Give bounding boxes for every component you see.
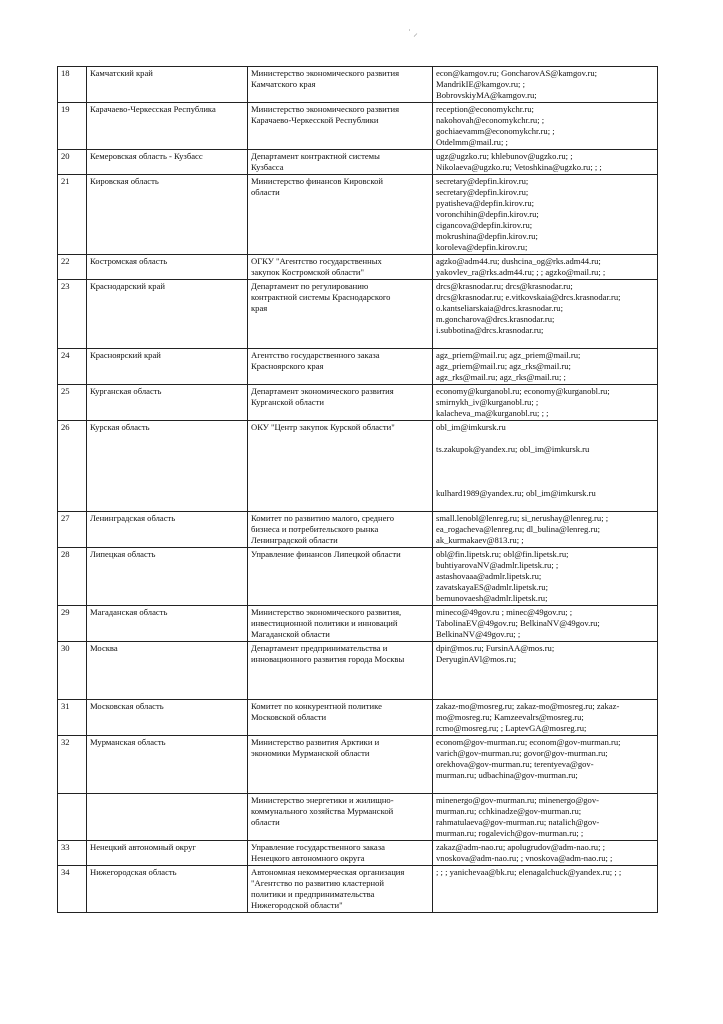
region-name: Кировская область [87,175,248,255]
organization-name [248,67,433,103]
email-list-line: nakohovah@economykchr.ru; ; [436,115,545,125]
table-row [58,512,658,548]
email-list-line: murman.ru; udbachina@gov-murman.ru; [436,770,578,780]
email-list [433,736,658,794]
table-row [58,700,658,736]
email-list-line: agzko@adm44.ru; dushcina_og@rks.adm44.ru; [436,256,601,266]
organization-name-line: Ненецкого автономного округа [251,853,365,863]
email-list-line: ; ; ; yanichevaa@bk.ru; elenagalchuck@yandex.ru; ; ; [436,867,622,877]
organization-name-line: Министерство финансов Кировской [251,176,384,186]
email-list-line: pyatisheva@depfin.kirov.ru; [436,198,535,208]
email-list-line: BobrovskiyMA@kamgov.ru; [436,90,537,100]
table-row [58,841,658,866]
organization-name-line: Управление финансов Липецкой области [251,549,401,559]
organization-name [248,548,433,606]
row-number: 27 [58,512,87,548]
email-list-line [436,477,654,488]
organization-name-line: экономики Мурманской области [251,748,370,758]
email-list-line: drcs@krasnodar.ru; drcs@krasnodar.ru; [436,281,573,291]
organization-name-line: области [251,817,280,827]
email-list-line: buhtiyarovaNV@admlr.lipetsk.ru; ; [436,560,559,570]
email-list-line: small.lenobl@lenreg.ru; si_nerushay@lenreg.ru; ; [436,513,609,523]
email-list-line: Otdelmm@mail.ru; ; [436,137,508,147]
region-name: Курская область [87,421,248,512]
table-body [58,67,658,913]
email-list-line: rahmatulaeva@gov-murman.ru; natalich@gov- [436,817,600,827]
region-name: Кемеровская область - Кузбасс [87,150,248,175]
organization-name-line: Камчатского края [251,79,316,89]
table-row [58,421,658,512]
row-number: 25 [58,385,87,421]
email-list-line: TabolinaEV@49gov.ru; BelkinaNV@49gov.ru; [436,618,600,628]
region-name: Москва [87,642,248,700]
email-list-line: cigancova@depfin.kirov.ru; [436,220,533,230]
organization-name-line: Автономная некоммерческая организация [251,867,405,877]
organization-name-line: "Агентство по развитию кластерной [251,878,384,888]
organization-name-line: ОКУ "Центр закупок Курской области" [251,422,395,432]
email-list [433,349,658,385]
email-list-line: zavatskayaES@admlr.lipetsk.ru; [436,582,548,592]
organization-name-line: Курганской области [251,397,324,407]
row-number: 28 [58,548,87,606]
procurement-contacts-table [57,66,658,913]
organization-name-line: Московской области [251,712,327,722]
table-row [58,548,658,606]
email-list-line: gochiaevamm@economykchr.ru; ; [436,126,555,136]
organization-name-line: бизнеса и потребительского рынка [251,524,379,534]
region-name: Курганская область [87,385,248,421]
organization-name [248,175,433,255]
row-number: 18 [58,67,87,103]
organization-name-line: Магаданской области [251,629,330,639]
email-list-line: obl_im@imkursk.ru [436,422,506,432]
email-list-line: agz_priem@mail.ru; agz_rks@mail.ru; [436,361,571,371]
table-row [58,349,658,385]
email-list-line: econ@kamgov.ru; GoncharovAS@kamgov.ru; [436,68,598,78]
email-list-line: bemunovaesh@admlr.lipetsk.ru; [436,593,548,603]
organization-name [248,606,433,642]
region-name: Мурманская область [87,736,248,794]
email-list [433,606,658,642]
organization-name-line: контрактной системы Краснодарского [251,292,391,302]
email-list-line: obl@fin.lipetsk.ru; obl@fin.lipetsk.ru; [436,549,569,559]
email-list-line: murman.ru; cchkinadze@gov-murman.ru; [436,806,582,816]
email-list-line: Nikolaeva@ugzko.ru; Vetoshkina@ugzko.ru; ; ; [436,162,602,172]
organization-name-line: Комитет по развитию малого, среднего [251,513,395,523]
email-list-line [436,455,654,466]
region-name: Ленинградская область [87,512,248,548]
organization-name [248,736,433,794]
organization-name [248,255,433,280]
row-number: 19 [58,103,87,150]
table-row [58,255,658,280]
email-list [433,512,658,548]
table-row [58,606,658,642]
email-list-line: kulhard1989@yandex.ru; obl_im@imkursk.ru [436,488,596,498]
table-row [58,385,658,421]
table-row [58,794,658,841]
organization-name-line: Министерство экономического развития [251,68,400,78]
organization-name [248,103,433,150]
table-row [58,103,658,150]
email-list-line: DeryuginAVl@mos.ru; [436,654,517,664]
email-list-line: orekhova@gov-murman.ru; terentyeva@gov- [436,759,594,769]
region-name: Ненецкий автономный округ [87,841,248,866]
row-number: 32 [58,736,87,794]
organization-name-line: Департамент предпринимательства и [251,643,388,653]
email-list-line: economy@kurganobl.ru; economy@kurganobl.ru; [436,386,610,396]
organization-name-line: Кузбасса [251,162,284,172]
email-list-line: secretary@depfin.kirov.ru; [436,176,529,186]
email-list-line: zakaz-mo@mosreg.ru; zakaz-mo@mosreg.ru; zakaz- [436,701,620,711]
organization-name [248,794,433,841]
row-number: 22 [58,255,87,280]
organization-name-line: области [251,187,280,197]
email-list-line: mo@mosreg.ru; Kamzeevalrs@mosreg.ru; [436,712,584,722]
table-row [58,280,658,349]
email-list [433,280,658,349]
region-name: Костромская область [87,255,248,280]
row-number [58,794,87,841]
email-list [433,548,658,606]
email-list [433,700,658,736]
region-name: Краснодарский край [87,280,248,349]
email-list-line: secretary@depfin.kirov.ru; [436,187,529,197]
email-list-line: agz_rks@mail.ru; agz_rks@mail.ru; ; [436,372,566,382]
organization-name [248,280,433,349]
organization-name [248,700,433,736]
email-list [433,841,658,866]
email-list-line: ts.zakupok@yandex.ru; obl_im@imkursk.ru [436,444,590,454]
organization-name [248,642,433,700]
email-list-line: kalacheva_ma@kurganobl.ru; ; ; [436,408,549,418]
row-number: 31 [58,700,87,736]
organization-name [248,841,433,866]
email-list [433,385,658,421]
organization-name [248,150,433,175]
email-list-line: ea_rogacheva@lenreg.ru; dl_bulina@lenreg.ru; [436,524,601,534]
email-list-line: mokrushina@depfin.kirov.ru; [436,231,538,241]
row-number: 24 [58,349,87,385]
email-list-line: MandrikIE@kamgov.ru; ; [436,79,525,89]
email-list-line: drcs@krasnodar.ru; e.vitkovskaia@drcs.krasnodar.ru; [436,292,621,302]
email-list-line: m.goncharova@drcs.krasnodar.ru; [436,314,555,324]
email-list-line: econom@gov-murman.ru; econom@gov-murman.ru; [436,737,621,747]
email-list [433,866,658,913]
email-list [433,175,658,255]
row-number: 30 [58,642,87,700]
email-list-line [436,433,654,444]
row-number: 21 [58,175,87,255]
email-list-line: yakovlev_ra@rks.adm44.ru; ; ; agzko@mail.ru; ; [436,267,606,277]
row-number: 26 [58,421,87,512]
organization-name-line: Министерство экономического развития, [251,607,402,617]
organization-name-line: Министерство экономического развития [251,104,400,114]
email-list [433,103,658,150]
organization-name-line: закупок Костромской области" [251,267,364,277]
region-name: Красноярский край [87,349,248,385]
email-list-line: murman.ru; rogalevich@gov-murman.ru; ; [436,828,584,838]
blank-line [436,499,654,510]
organization-name [248,421,433,512]
organization-name-line: ОГКУ "Агентство государственных [251,256,382,266]
region-name: Нижегородская область [87,866,248,913]
email-list-line: dpir@mos.ru; FursinAA@mos.ru; [436,643,555,653]
email-list-line: rcmo@mosreg.ru; ; LaptevGA@mosreg.ru; [436,723,587,733]
region-name: Магаданская область [87,606,248,642]
email-list [433,150,658,175]
blank-line [436,676,654,687]
region-name: Карачаево-Черкесская Республика [87,103,248,150]
table-row [58,175,658,255]
organization-name [248,349,433,385]
row-number: 20 [58,150,87,175]
organization-name-line: политики и предпринимательства [251,889,375,899]
row-number: 23 [58,280,87,349]
organization-name [248,512,433,548]
organization-name-line: Комитет по конкурентной политике [251,701,382,711]
blank-line [436,665,654,676]
email-list [433,421,658,512]
email-list [433,642,658,700]
email-list-line: reception@economykchr.ru; [436,104,534,114]
table-row [58,736,658,794]
organization-name-line: Агентство государственного заказа [251,350,380,360]
row-number: 33 [58,841,87,866]
scan-speck: ˙ ⸝ [408,28,418,38]
email-list-line [436,466,654,477]
region-name: Московская область [87,700,248,736]
table-row [58,866,658,913]
email-list-line: o.kantseliarskaia@drcs.krasnodar.ru; [436,303,563,313]
blank-line [436,687,654,698]
email-list [433,794,658,841]
organization-name-line: Управление государственного заказа [251,842,385,852]
blank-line [436,878,654,889]
email-list-line: ak_kurmakaev@813.ru; ; [436,535,524,545]
organization-name-line: Департамент контрактной системы [251,151,380,161]
email-list-line: zakaz@adm-nao.ru; apolugrudov@adm-nao.ru; ; [436,842,606,852]
blank-line [436,781,654,792]
region-name [87,794,248,841]
row-number: 34 [58,866,87,913]
organization-name-line: края [251,303,268,313]
organization-name [248,385,433,421]
email-list-line: varich@gov-murman.ru; govor@gov-murman.ru; [436,748,608,758]
email-list-line: smirnykh_iv@kurganobl.ru; ; [436,397,539,407]
organization-name-line: Министерство развития Арктики и [251,737,380,747]
organization-name-line: коммунального хозяйства Мурманской [251,806,394,816]
email-list-line: i.subbotina@drcs.krasnodar.ru; [436,325,544,335]
region-name: Липецкая область [87,548,248,606]
blank-line [436,336,654,347]
row-number: 29 [58,606,87,642]
email-list [433,255,658,280]
email-list-line: voronchihin@depfin.kirov.ru; [436,209,539,219]
email-list-line: agz_priem@mail.ru; agz_priem@mail.ru; [436,350,581,360]
table-row [58,150,658,175]
region-name: Камчатский край [87,67,248,103]
email-list-line: mineco@49gov.ru ; minec@49gov.ru; ; [436,607,573,617]
organization-name-line: инвестиционной политики и инноваций [251,618,398,628]
organization-name-line: инновационного развития города Москвы [251,654,405,664]
email-list-line: minenergo@gov-murman.ru; minenergo@gov- [436,795,600,805]
email-list-line: koroleva@depfin.kirov.ru; [436,242,528,252]
organization-name-line: Нижегородской области" [251,900,343,910]
email-list-line: vnoskova@adm-nao.ru; ; vnoskova@adm-nao.ru; ; [436,853,613,863]
organization-name-line: Красноярского края [251,361,324,371]
organization-name [248,866,433,913]
organization-name-line: Ленинградской области [251,535,338,545]
email-list-line: BelkinaNV@49gov.ru; ; [436,629,521,639]
organization-name-line: Департамент экономического развития [251,386,394,396]
organization-name-line: Министерство энергетики и жилищно- [251,795,394,805]
table-row [58,67,658,103]
email-list-line: ugz@ugzko.ru; khlebunov@ugzko.ru; ; [436,151,573,161]
table-row [58,642,658,700]
email-list [433,67,658,103]
organization-name-line: Карачаево-Черкесской Республики [251,115,379,125]
email-list-line: astashovaaa@admlr.lipetsk.ru; [436,571,542,581]
organization-name-line: Департамент по регулированию [251,281,369,291]
